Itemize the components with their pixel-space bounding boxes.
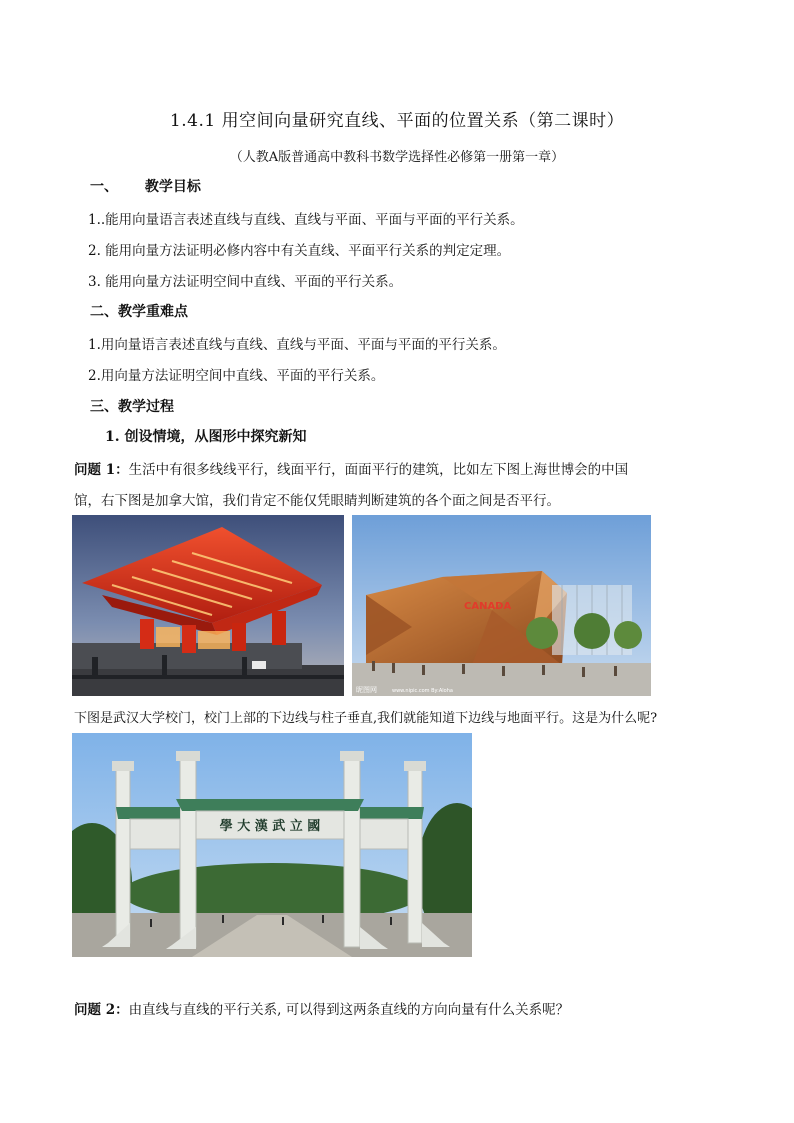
question-1-label: 问题 1： bbox=[74, 462, 129, 478]
china-pavilion-photo bbox=[72, 515, 344, 696]
question-2-label: 问题 2： bbox=[74, 1002, 129, 1018]
gate-sign: 學 大 漢 武 立 國 bbox=[219, 819, 321, 834]
page-title: 1.4.1 用空间向量研究直线、平面的位置关系（第二课时） bbox=[169, 111, 625, 131]
objective-3: 3. 能用向量方法证明空间中直线、平面的平行关系。 bbox=[88, 274, 403, 290]
keypoint-2: 2.用向量方法证明空间中直线、平面的平行关系。 bbox=[88, 368, 385, 384]
objective-2: 2. 能用向量方法证明必修内容中有关直线、平面平行关系的判定定理。 bbox=[88, 243, 511, 259]
objective-1: 1..能用向量语言表述直线与直线、直线与平面、平面与平面的平行关系。 bbox=[88, 212, 524, 228]
page-subtitle: （人教A版普通高中教科书数学选择性必修第一册第一章） bbox=[229, 150, 565, 165]
keypoint-1: 1.用向量语言表述直线与直线、直线与平面、平面与平面的平行关系。 bbox=[88, 337, 506, 353]
question-1-line-1 bbox=[74, 458, 628, 478]
watermark-left: 昵图网 bbox=[356, 686, 377, 694]
question-2 bbox=[74, 998, 569, 1018]
subsection-1-heading: 1. 创设情境，从图形中探究新知 bbox=[105, 429, 307, 445]
question-1-line-2: 馆，右下图是加拿大馆，我们肯定不能仅凭眼睛判断建筑的各个面之间是否平行。 bbox=[74, 493, 560, 509]
section-1-heading bbox=[90, 176, 201, 196]
section-1-number: 一、 bbox=[90, 179, 118, 195]
canada-pavilion-photo bbox=[352, 515, 651, 696]
gate-paragraph: 下图是武汉大学校门，校门上部的下边线与柱子垂直,我们就能知道下边线与地面平行。这是为什么呢? bbox=[74, 711, 658, 726]
question-1-text-1: 生活中有很多线线平行，线面平行，面面平行的建筑，比如左下图上海世博会的中国 bbox=[128, 462, 629, 478]
section-2-heading: 二、教学重难点 bbox=[90, 304, 188, 320]
watermark-right: www.nipic.com By:Aloha bbox=[392, 688, 453, 694]
wuhan-university-gate-photo bbox=[72, 733, 472, 957]
section-3-heading: 三、教学过程 bbox=[90, 399, 174, 415]
question-2-text: 由直线与直线的平行关系, 可以得到这两条直线的方向向量有什么关系呢？ bbox=[128, 1002, 570, 1018]
canada-sign: CANADA bbox=[464, 601, 512, 612]
section-1-title: 教学目标 bbox=[144, 179, 201, 195]
